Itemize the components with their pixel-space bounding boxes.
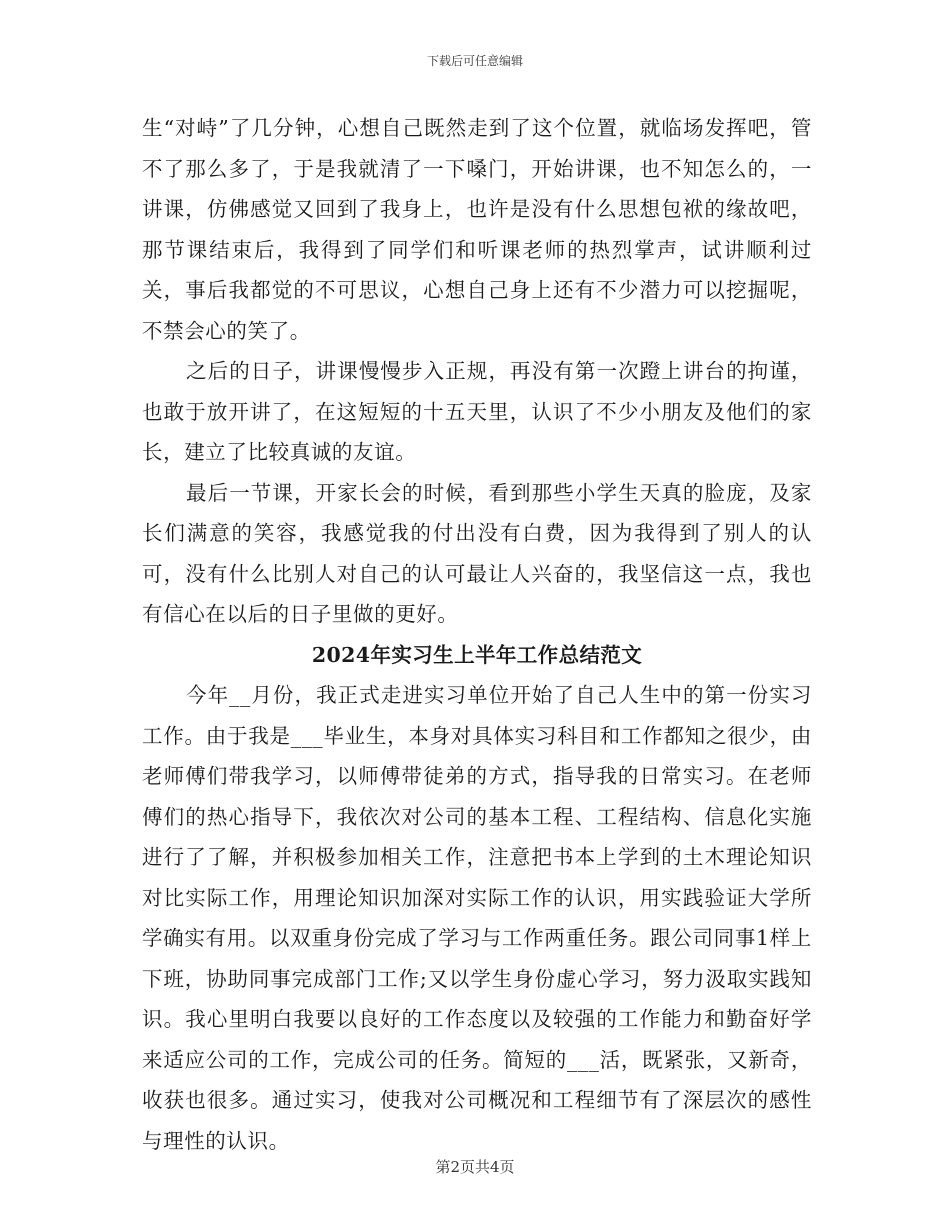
paragraph: 最后一节课，开家长会的时候，看到那些小学生天真的脸庞，及家长们满意的笑容，我感觉我的付出没有白费，因为我得到了别人的认可，没有什么比别人对自己的认可最让人兴奋的，我坚信这一点，我也有信心在以后的日子里做的更好。 [142,480,812,626]
paragraph: 今年__月份，我正式走进实习单位开始了自己人生中的第一份实习工作。由于我是___毕业生，本身对具体实习科目和工作都知之很少，由老师傅们带我学习，以师傅带徒弟的方式，指导我的日常实习。在老师傅们的热心指导下，我依次对公司的基本工程、工程结构、信息化实施进行了了解，并积极参加相关工作，注意把书本上学到的土木理论知识对比实际工作，用理论知识加深对实际工作的认识，用实践验证大学所学确实有用。以双重身份完成了学习与工作两重任务。跟公司同事1样上下班，协助同事完成部门工作;又以学生身份虚心学习，努力汲取实践知识。我心里明白我要以良好的工作态度以及较强的工作能力和勤奋好学来适应公司的工作，完成公司的任务。简短的___活，既紧张，又新奇，收获也很多。通过实习，使我对公司概况和工程细节有了深层次的感性与理性的认识。 [142,683,812,1153]
page-header: 下载后可任意编辑 [426,54,523,68]
section-title: 2024年实习生上半年工作总结范文 [311,642,643,667]
paragraph-continuation: 生“对峙”了几分钟，心想自己既然走到了这个位置，就临场发挥吧，管不了那么多了，于是我就清了一下嗓门，开始讲课，也不知怎么的，一讲课，仿佛感觉又回到了我身上，也许是没有什么思想包袱的缘故吧，那节课结束后，我得到了同学们和听课老师的热烈掌声，试讲顺利过关，事后我都觉的不可思议，心想自己身上还有不少潜力可以挖掘呢，不禁会心的笑了。 [142,116,812,343]
page-footer: 第2页共4页 [435,1158,515,1176]
paragraph: 之后的日子，讲课慢慢步入正规，再没有第一次蹬上讲台的拘谨，也敢于放开讲了，在这短短的十五天里，认识了不少小朋友及他们的家长，建立了比较真诚的友谊。 [142,359,812,464]
document-body [142,108,812,1161]
